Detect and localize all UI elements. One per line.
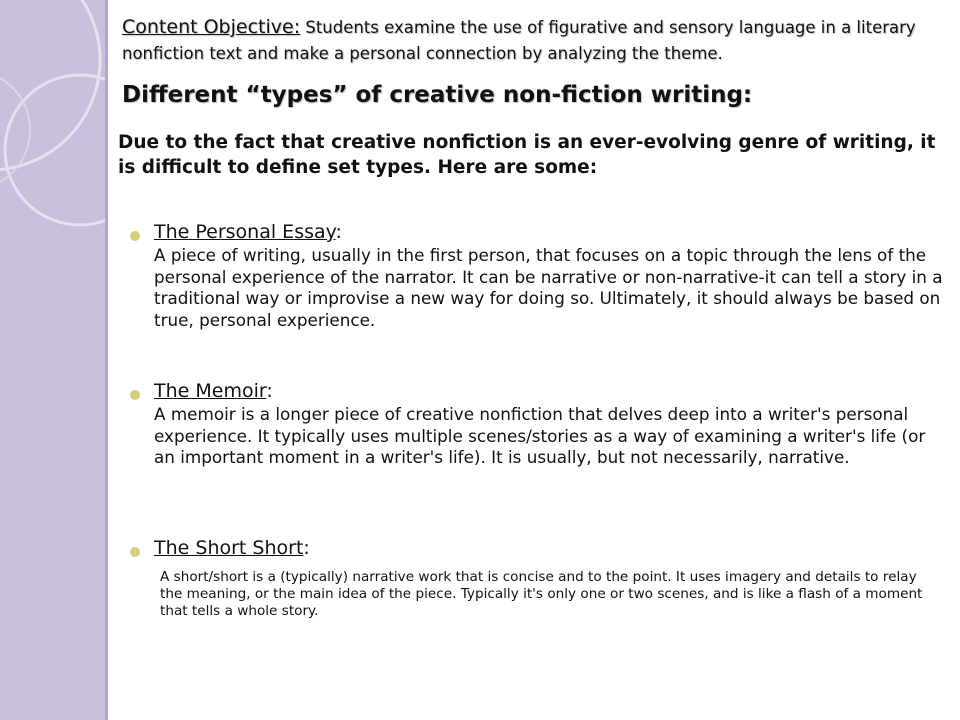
list-item-memoir bbox=[130, 378, 945, 469]
slide-heading: Different “types” of creative non-fiction writing: bbox=[122, 82, 753, 108]
bullet-icon bbox=[130, 547, 140, 557]
item-title-text: The Memoir bbox=[154, 380, 267, 402]
item-title-colon: : bbox=[303, 537, 310, 559]
item-body: A piece of writing, usually in the first person, that focuses on a topic through the lens of the personal experience of the narrator. It can be narrative or non-narrative-it can tell a story in a traditional way or improvise a new way for doing so. Ultimately, it should always be based on true, personal experience. bbox=[154, 245, 943, 330]
item-title-colon: : bbox=[335, 221, 342, 243]
item-title-colon: : bbox=[266, 380, 273, 402]
item-body: A short/short is a (typically) narrative work that is concise and to the point. It uses imagery and details to relay the meaning, or the main idea of the piece. Typically it's only one or two scenes, and is like a flash of a moment that tells a whole story. bbox=[160, 569, 923, 619]
objective-text: Students examine the use of figurative and sensory language in a literary nonfiction text and make a personal connection by analyzing the theme. bbox=[122, 18, 916, 63]
item-title bbox=[154, 535, 945, 561]
item-title-text: The Personal Essay bbox=[154, 221, 336, 243]
list-item-personal-essay bbox=[130, 219, 945, 331]
decorative-circles bbox=[0, 0, 105, 720]
objective-label: Content Objective: bbox=[122, 16, 301, 38]
item-body: A memoir is a longer piece of creative nonfiction that delves deep into a writer's personal experience. It typically uses multiple scenes/stories as a way of examining a writer's life (or an important moment in a writer's life). It is usually, but not necessarily, narrative. bbox=[154, 404, 926, 467]
intro-text: Due to the fact that creative nonfiction is an ever-evolving genre of writing, it is difficult to define set types. Here are some: bbox=[118, 132, 936, 178]
item-title-text: The Short Short bbox=[154, 537, 304, 559]
item-title bbox=[154, 378, 945, 404]
list-item-short-short bbox=[130, 535, 945, 620]
bullet-icon bbox=[130, 231, 140, 241]
bullet-icon bbox=[130, 390, 140, 400]
sidebar-band bbox=[0, 0, 105, 720]
sidebar-edge bbox=[105, 0, 108, 720]
content-objective bbox=[122, 14, 942, 67]
item-title bbox=[154, 219, 945, 245]
